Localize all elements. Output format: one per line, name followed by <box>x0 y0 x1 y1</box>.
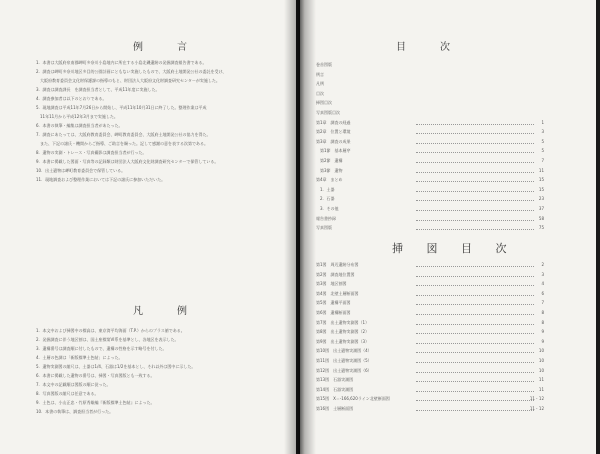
hanrei-body <box>36 326 284 416</box>
leader-dots <box>416 143 534 144</box>
toc-row <box>316 177 544 186</box>
toc-row-label: 第1節 基本層序 <box>316 148 351 154</box>
leader-dots <box>416 362 534 363</box>
toc-row-page: 5 <box>541 138 544 144</box>
hanrei-line: 8．写真図版の縮尺は任意である。 <box>36 391 99 396</box>
reigen-line: 9．本書に掲載した図面・写真等の記録類は財団法人大阪府文化財調査研究センターで保管している。 <box>36 159 219 164</box>
figure-row <box>316 377 544 386</box>
toc-row-label: 第2節 遺構 <box>316 158 343 163</box>
toc-row <box>316 100 544 109</box>
toc-row <box>316 168 544 177</box>
figure-row <box>316 262 544 271</box>
reigen-line: 2．調査は岬町多奈川地区多目的公園計画にともない実施したもので、大阪府土地開発公社の委託を受け、 <box>36 69 227 74</box>
leader-dots <box>416 324 534 325</box>
toc-row <box>316 91 544 100</box>
figure-row-label: 第11図 出土遺物実測図（5） <box>316 358 372 363</box>
toc-row <box>316 72 544 81</box>
toc-row <box>316 148 544 157</box>
figure-row-label: 第16図 土層断面図 <box>316 406 354 411</box>
toc-row <box>316 225 544 234</box>
figure-row <box>316 358 544 367</box>
leader-dots <box>416 152 534 153</box>
figure-row-page: 10 <box>538 348 544 354</box>
toc-row-page: 1 <box>541 119 544 125</box>
toc-row-label: 写真図版目次 <box>316 110 340 115</box>
figure-row-page: 11・12 <box>529 396 544 402</box>
hanrei-line: 3．遺構番号は調査順に付したもので、遺構の性格を示す略号を付した。 <box>36 346 167 351</box>
leader-dots <box>416 191 534 192</box>
toc-row-page: 5 <box>541 148 544 154</box>
toc-row-label: 3．その他 <box>316 206 339 211</box>
toc-row-label: 報告書抄録 <box>316 215 336 221</box>
toc-row-label: 第4章 まとめ <box>316 177 343 183</box>
toc-row <box>316 110 544 119</box>
toc-row-label: 第3章 調査の成果 <box>316 138 351 144</box>
figure-row-page: 6 <box>541 290 544 296</box>
toc-row-page: 37 <box>538 206 544 211</box>
mokuji-heading: 目 次 <box>396 42 462 53</box>
toc-row-label: 1．土器 <box>316 186 335 192</box>
toc-row-label: 第3節 遺物 <box>316 167 343 173</box>
reigen-line: 大阪府教育委員会文化財保護課の指導のもと、財団法人大阪府文化財調査研究センターが実施した。 <box>36 78 220 83</box>
leader-dots <box>416 266 534 267</box>
leader-dots <box>416 391 534 392</box>
figure-row-page: 10 <box>538 367 544 373</box>
leader-dots <box>416 172 534 173</box>
figure-row-page: 8 <box>541 319 544 325</box>
leader-dots <box>416 285 534 286</box>
figure-row-page: 8 <box>541 310 544 315</box>
toc-row-page: 15 <box>538 186 544 192</box>
figure-row-page: 9 <box>541 329 544 335</box>
toc-row-label: 例言 <box>316 71 324 77</box>
toc-row-label: 凡例 <box>316 81 324 87</box>
figure-row <box>316 300 544 309</box>
figure-row <box>316 291 544 300</box>
figure-row-page: 3 <box>541 271 544 277</box>
leader-dots <box>416 276 534 277</box>
hanrei-line: 10．本書の執筆は、調査担当者が行った。 <box>36 409 114 414</box>
hanrei-line: 6．本書に掲載した遺物の番号は、挿図・写真図版とも一致する。 <box>36 373 155 378</box>
book-gutter-shadow <box>284 0 316 454</box>
toc-row-label: 巻首図版 <box>316 62 332 67</box>
toc-row-label: 挿図目次 <box>316 100 332 106</box>
left-page <box>0 0 296 454</box>
figure-row <box>316 310 544 319</box>
reigen-line: 5．現地調査は平成11年7月26日から開始し、平成11年10月31日に終了した。整理作業は平成 <box>36 105 207 110</box>
reigen-line: 4．調査参加者は以下のとおりである。 <box>36 96 107 101</box>
hanrei-line: 5．遺物実測図の縮尺は、土器は1/4、石器は1/2を基本とし、それ以外は図中に示した。 <box>36 364 196 369</box>
hanrei-line: 4．土層の色調は「新版標準土色帖」によった。 <box>36 355 123 360</box>
figure-row-label: 第7図 出土遺物実測図（1） <box>316 319 370 325</box>
leader-dots <box>416 343 534 344</box>
hanrei-line: 9．土色は、小山正忠・竹原秀雄編『新版標準土色帖』によった。 <box>36 400 155 405</box>
toc-row-label: 2．石器 <box>316 196 335 202</box>
figure-row-label: 第12図 出土遺物実測図（6） <box>316 367 372 373</box>
toc-row-page: 11 <box>538 167 544 173</box>
leader-dots <box>416 124 534 125</box>
toc-row <box>316 216 544 225</box>
toc-row <box>316 206 544 215</box>
toc-row <box>316 81 544 90</box>
figure-row-label: 第13図 石器実測図 <box>316 377 354 383</box>
leader-dots <box>416 314 534 315</box>
reigen-body <box>36 58 284 184</box>
figure-row <box>316 348 544 357</box>
figure-row-page: 7 <box>541 300 544 306</box>
leader-dots <box>416 381 534 382</box>
reigen-line: 3．調査は調査課長 を調査担当者として、平成11年度に実施した。 <box>36 87 160 92</box>
page-edge <box>596 0 600 454</box>
leader-dots <box>416 333 534 334</box>
leader-dots <box>416 410 534 411</box>
figure-row-label: 第5図 遺構平面図 <box>316 300 351 306</box>
figure-row <box>316 320 544 329</box>
figure-row <box>316 406 544 415</box>
toc-row-page: 23 <box>538 196 544 202</box>
figure-row <box>316 329 544 338</box>
toc-row <box>316 187 544 196</box>
figure-row-label: 第3図 地区割図 <box>316 281 347 287</box>
figure-row-page: 11・12 <box>529 406 544 411</box>
hanrei-line: 7．本文中の記載順は図版の順に従った。 <box>36 382 111 387</box>
toc-row-page: 58 <box>538 215 544 221</box>
reigen-line: 10．出土遺物は岬町教育委員会で保管している。 <box>36 168 126 173</box>
figure-row-label: 第4図 北壁土層断面図 <box>316 290 359 296</box>
reigen-line: また、下記の諸氏・機関からご指導、ご助言を賜った。記して感謝の意を表する次第である。 <box>36 141 208 146</box>
toc-row <box>316 196 544 205</box>
toc-row-label: 第2章 位置と環境 <box>316 129 351 135</box>
figure-row <box>316 368 544 377</box>
toc-row-page: 7 <box>541 158 544 163</box>
reigen-line: 8．遺物の実測・トレース・写真撮影は調査担当者が行った。 <box>36 150 147 155</box>
toc-row <box>316 62 544 71</box>
reigen-heading: 例 言 <box>133 42 199 53</box>
leader-dots <box>416 295 534 296</box>
hanrei-line: 2．発掘調査に伴う地区割は、国土座標第VI系を基準とし、各地区を表示した。 <box>36 337 179 342</box>
figure-row-page: 10 <box>538 358 544 363</box>
figure-row-page: 11 <box>538 386 544 392</box>
leader-dots <box>416 304 534 305</box>
hanrei-line: 1．本文中および挿図中の標高は、東京湾平均海面（T.P.）からのプラス値である。 <box>36 328 185 333</box>
figure-row <box>316 387 544 396</box>
leader-dots <box>416 162 534 163</box>
toc-row <box>316 129 544 138</box>
figure-row-label: 第9図 出土遺物実測図（3） <box>316 338 370 344</box>
toc-row-label: 第1章 調査の経過 <box>316 119 351 125</box>
reigen-line: 11．現地調査および整理作業においては下記の諸氏に参加いただいた。 <box>36 177 166 182</box>
figure-row-page: 2 <box>541 262 544 267</box>
figure-row-label: 第6図 遺構断面図 <box>316 310 351 315</box>
reigen-line: 1．本書は大阪府泉南郡岬町多奈川小島地内に所在する小島北磯遺跡の発掘調査報告書である。 <box>36 60 207 65</box>
leader-dots <box>416 352 534 353</box>
figure-row <box>316 272 544 281</box>
hanrei-heading: 凡 例 <box>133 306 199 317</box>
reigen-line: 6．本書の執筆・編集は調査担当者があたった。 <box>36 123 123 128</box>
toc-row-page: 3 <box>541 129 544 135</box>
leader-dots <box>416 229 534 230</box>
toc-row <box>316 139 544 148</box>
figure-row-label: 第10図 出土遺物実測図（4） <box>316 348 372 354</box>
figure-row-label: 第1図 周辺遺跡分布図 <box>316 262 359 267</box>
figure-row-label: 第14図 石器実測図 <box>316 386 354 392</box>
leader-dots <box>416 200 534 201</box>
figure-row-label: 第2図 調査地位置図 <box>316 271 355 277</box>
reigen-line: 7．調査にあたっては、大阪府教育委員会、岬町教育委員会、大阪府土地開発公社の協力を得た。 <box>36 132 211 137</box>
toc-row-label: 写真図版 <box>316 225 332 231</box>
figure-row <box>316 396 544 405</box>
figure-row <box>316 281 544 290</box>
toc-row <box>316 158 544 167</box>
figure-row-page: 4 <box>541 281 544 287</box>
toc-row-page: 15 <box>538 177 544 183</box>
leader-dots <box>416 400 534 401</box>
toc-row-page: 75 <box>538 225 544 231</box>
figure-row <box>316 339 544 348</box>
leader-dots <box>416 210 534 211</box>
toc-row <box>316 120 544 129</box>
figure-row-page: 9 <box>541 338 544 344</box>
toc-row-label: 目次 <box>316 90 324 96</box>
sashizu-heading: 挿 図 目 次 <box>392 242 517 255</box>
leader-dots <box>416 181 534 182</box>
reigen-line: 11年11月から平成12年3月まで実施した。 <box>36 114 118 119</box>
figure-row-label: 第8図 出土遺物実測図（2） <box>316 329 370 335</box>
figure-row-label: 第15図 X＝-166,620ライン北壁断面図 <box>316 396 390 402</box>
figure-row-page: 11 <box>538 377 544 383</box>
leader-dots <box>416 372 534 373</box>
leader-dots <box>416 133 534 134</box>
leader-dots <box>416 220 534 221</box>
